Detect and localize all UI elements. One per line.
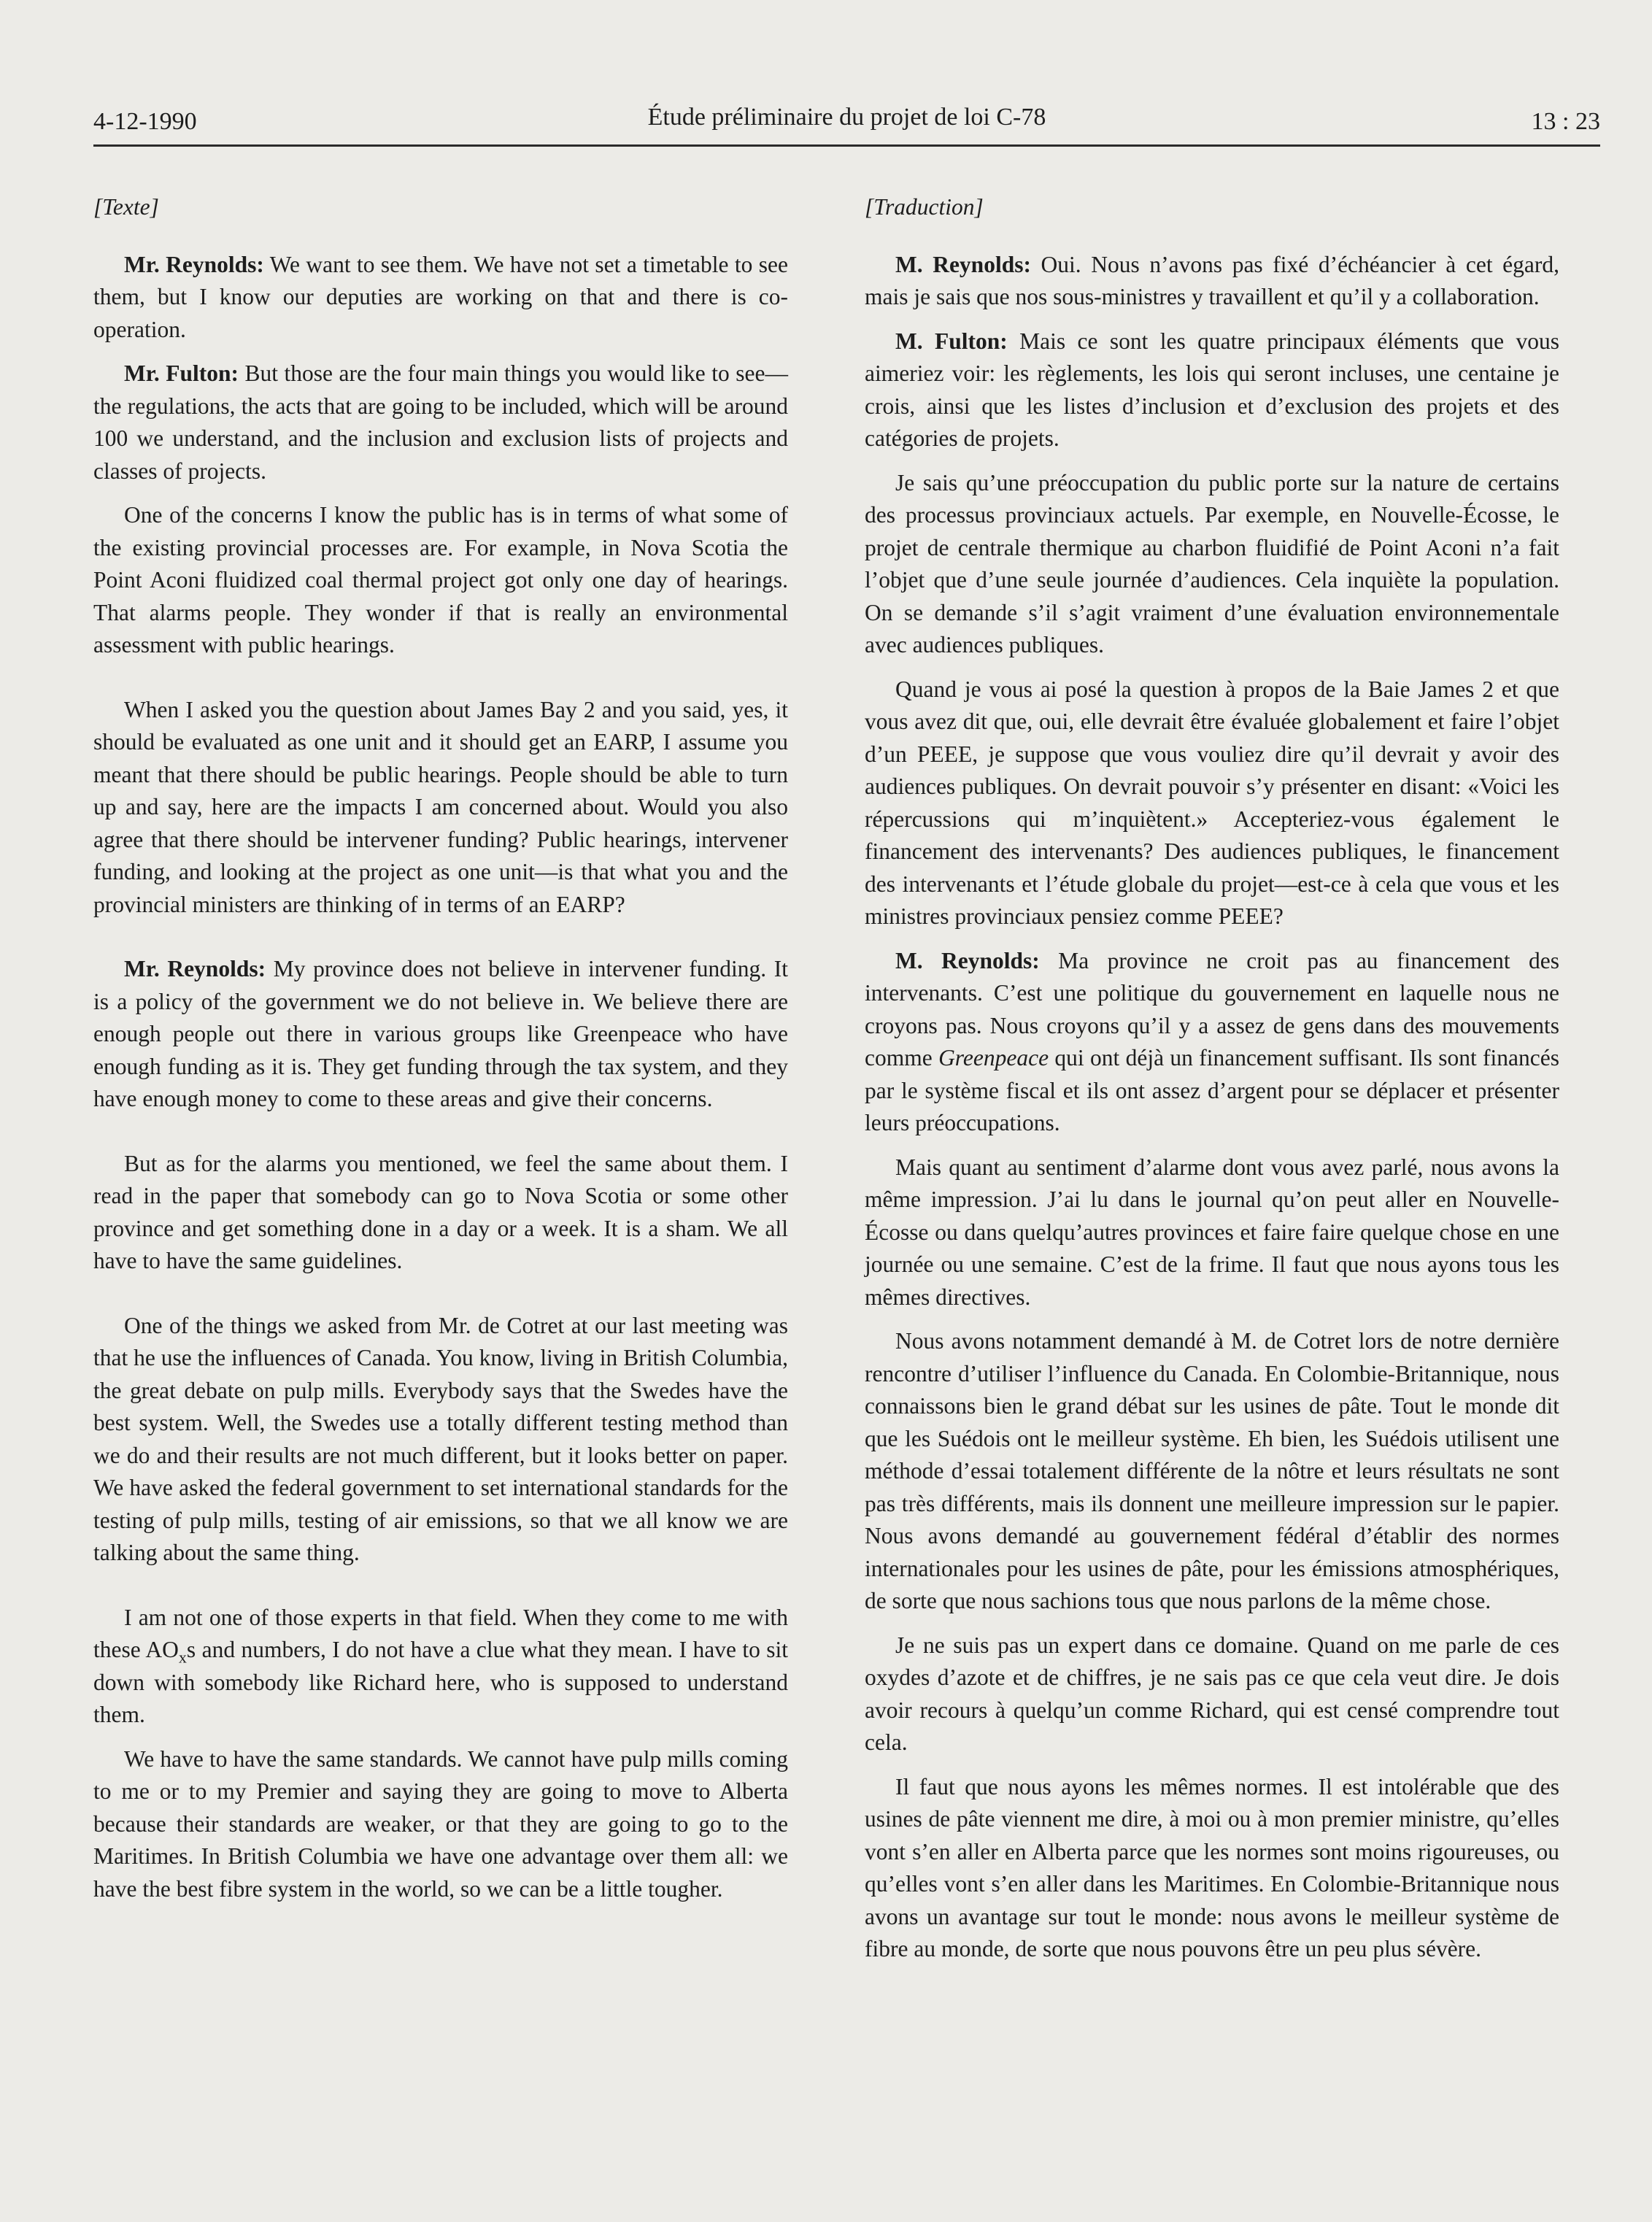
paragraph: Je ne suis pas un expert dans ce domaine. Quand on me parle de ces oxydes d’azote et de chiffres, je ne sais pas ce que cela veut dire. Je dois avoir recours à quelqu’un comme Richard, qui est censé comprendre tout cela.: [865, 1632, 1559, 1755]
paragraph: One of the concerns I know the public has is in terms of what some of the existing provincial processes are. For example, in Nova Scotia the Point Aconi fluidized coal thermal project got only one day of hearings. That alarms people. They wonder if that is really an environmental assessment with public hearings.: [93, 502, 788, 657]
paragraph: [93, 1602, 788, 1732]
paragraph: Il faut que nous ayons les mêmes normes. Il est intolérable que des usines de pâte viennent me dire, à moi ou à mon premier ministre, qu’elles vont s’en aller en Alberta parce que les normes sont moins rigoureuses, ou qu’elles vont s’en aller dans les Maritimes. En Colombie-Britannique nous avons un avantage sur tout le monde: nous avons le meilleur système de fibre au monde, de sorte que nous pouvons être un peu plus sévère.: [865, 1773, 1559, 1961]
speaker-name: M. Reynolds:: [895, 251, 1031, 277]
paragraph-text: Mais ce sont les quatre principaux éléments que vous aimeriez voir: les règlements, les lois qui seront incluses, une centaine je crois, ainsi que les listes d’inclusion et d’exclusion des projets et des catégories de projets.: [865, 328, 1559, 451]
paragraph: One of the things we asked from Mr. de Cotret at our last meeting was that he use the influences of Canada. You know, living in British Columbia, the great debate on pulp mills. Everybody says that the Swedes have the best system. Well, the Swedes use a totally different testing method than we do and their results are not much different, but it looks better on paper. We have asked the federal government to set international standards for the testing of pulp mills, testing of air emissions, so that we all know we are talking about the same thing.: [93, 1312, 788, 1565]
speaker-name: M. Fulton:: [895, 328, 1008, 354]
paragraph: Nous avons notamment demandé à M. de Cotret lors de notre dernière rencontre d’utiliser l’influence du Canada. En Colombie-Britannique, nous connaissons bien le grand débat sur les usines de pâte. Tout le monde dit que les Suédois ont le meilleur système. Eh bien, les Suédois utilisent une méthode d’essai totalement différente de la nôtre et leurs résultats ne sont pas très différents, mais ils donnent une meilleure impression sur le papier. Nous avons demandé au gouvernement fédéral d’établir des normes internationales pour les usines de pâte, pour les émissions atmosphériques, de sorte que nous sachions tous que nous parlons de la même chose.: [865, 1328, 1559, 1613]
paragraph: [865, 249, 1559, 314]
header-date: 4-12-1990: [93, 108, 197, 135]
paragraph-text: Ma province ne croit pas au financement des intervenants. C’est une politique du gouvernement en laquelle nous ne croyons pas. Nous croyons qu’il y a assez de gens dans des mouvements comme: [865, 947, 1560, 1071]
paragraph: [93, 358, 788, 487]
speaker-name: Mr. Reynolds:: [124, 251, 264, 277]
paragraph: [865, 945, 1559, 1140]
paragraph: [93, 249, 788, 347]
header-page-number: 13 : 23: [1531, 108, 1600, 135]
speaker-name: M. Reynolds:: [895, 947, 1040, 973]
header-title: Étude préliminaire du projet de loi C-78: [647, 104, 1046, 131]
french-column: [865, 191, 1559, 1966]
paragraph-text: Oui. Nous n’avons pas fixé d’échéancier à cet égard, mais je sais que nos sous-ministres y travaillent et qu’il y a collaboration.: [865, 251, 1559, 309]
paragraph-text: s and numbers, I do not have a clue what they mean. I have to sit down with somebody like Richard here, who is supposed to understand them.: [93, 1637, 789, 1727]
paragraph-text: I am not one of those experts in that field. When they come to me with these AO: [93, 1604, 788, 1662]
page-header: [93, 104, 1600, 147]
paragraph-text: We want to see them. We have not set a timetable to see them, but I know our deputies are working on that and there is co-operation.: [93, 251, 788, 342]
paragraph: [865, 325, 1559, 455]
paragraph: Je sais qu’une préoccupation du public porte sur la nature de certains des processus provinciaux actuels. Par exemple, en Nouvelle-Écosse, le projet de centrale thermique au charbon fluidifié de Point Aconi n’a fait l’objet que d’une seule journée d’audiences. Cela inquiète la population. On se demande s’il s’agit vraiment d’une évaluation environnementale avec audiences publiques.: [865, 469, 1559, 657]
subscript: x: [178, 1648, 187, 1667]
speaker-name: Mr. Fulton:: [124, 360, 239, 386]
column-label: [Traduction]: [865, 194, 984, 220]
paragraph-text: But those are the four main things you would like to see—the regulations, the acts that are going to be included, which will be around 100 we understand, and the inclusion and exclusion lists of projects and classes of projects.: [93, 360, 788, 484]
paragraph: But as for the alarms you mentioned, we feel the same about them. I read in the paper that somebody can go to Nova Scotia or some other province and get something done in a day or a week. It is a sham. We all have to have the same guidelines.: [93, 1150, 788, 1273]
paragraph: When I asked you the question about James Bay 2 and you said, yes, it should be evaluated as one unit and it should get an EARP, I assume you meant that there should be public hearings. People should be able to turn up and say, here are the impacts I am concerned about. Would you also agree that there should be intervener funding? Public hearings, intervener funding, and looking at the project as one unit—is that what you and the provincial ministers are thinking of in terms of an EARP?: [93, 696, 788, 917]
paragraph-text: qui ont déjà un financement suffisant. Ils sont financés par le système fiscal et ils ont assez d’argent pour se déplacer et présenter leurs préoccupations.: [865, 1045, 1559, 1135]
english-column: [93, 191, 788, 1905]
paragraph: Mais quant au sentiment d’alarme dont vous avez parlé, nous avons la même impression. J’ai lu dans le journal qu’on peut aller en Nouvelle-Écosse ou dans quelqu’autres provinces et faire faire quelque chose en une journée ou une semaine. C’est de la frime. Il faut que nous ayons tous les mêmes directives.: [865, 1154, 1559, 1310]
paragraph-text: My province does not believe in intervener funding. It is a policy of the government we do not believe in. We believe there are enough people out there in various groups like Greenpeace who have enough funding as it is. They get funding through the tax system, and they have enough money to come to these areas and give their concerns.: [93, 956, 789, 1111]
emphasis-text: Greenpeace: [938, 1045, 1049, 1071]
speaker-name: Mr. Reynolds:: [124, 956, 266, 981]
column-label: [Texte]: [93, 194, 159, 220]
paragraph: [93, 953, 788, 1116]
paragraph: Quand je vous ai posé la question à propos de la Baie James 2 et que vous avez dit que, oui, elle devrait être évaluée globalement et faire l’objet d’un PEEE, je suppose que vous vouliez dire qu’il devrait y avoir des audiences publiques. On devrait pouvoir s’y présenter en disant: «Voici les répercussions qui m’inquiètent.» Accepteriez-vous également le financement des intervenants? Des audiences publiques, le financement des intervenants et l’étude globale du projet—est-ce à cela que vous et les ministres provinciaux pensiez comme PEEE?: [865, 676, 1559, 929]
paragraph: We have to have the same standards. We cannot have pulp mills coming to me or to my Premier and saying they are going to move to Alberta because their standards are weaker, or that they are going to go to the Maritimes. In British Columbia we have one advantage over them all: we have the best fibre system in the world, so we can be a little tougher.: [93, 1745, 788, 1902]
